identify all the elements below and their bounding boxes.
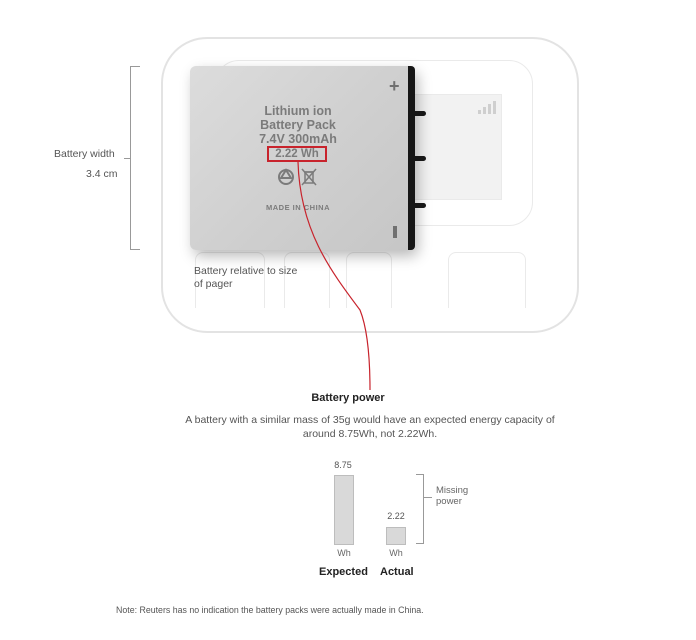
missing-power-label: Missing power (436, 485, 469, 507)
plus-icon: + (389, 76, 400, 96)
bar-unit-label: Wh (337, 548, 351, 558)
bar-unit-label: Wh (389, 548, 403, 558)
pager-caption: Battery relative to size of pager (194, 265, 298, 290)
footnote: Note: Reuters has no indication the battery packs were actually made in China. (116, 605, 424, 615)
battery-label-line1: Lithium ion (264, 104, 332, 118)
category-label: Actual (380, 566, 414, 578)
bar-actual (386, 527, 406, 545)
battery-width-bracket (130, 66, 140, 250)
battery-label-line3: 7.4V 300mAh (259, 132, 337, 146)
bar-expected (334, 475, 354, 545)
signal-icon (478, 100, 496, 114)
battery-pin (408, 203, 426, 208)
minus-icon (393, 226, 397, 238)
section-description: A battery with a similar mass of 35g would have an expected energy capacity of around 8.75Wh, not 2.22Wh. (185, 414, 555, 440)
bar-value-label: 2.22 (387, 511, 405, 521)
section-title: Battery power (311, 392, 385, 404)
bar-value-label: 8.75 (334, 460, 352, 470)
battery-pin (408, 111, 426, 116)
battery-energy-highlight: 2.22 Wh (267, 146, 327, 162)
missing-power-tick (424, 497, 432, 498)
made-in-label: MADE IN CHINA (266, 203, 330, 212)
battery-width-tick (124, 158, 130, 159)
category-label: Expected (319, 566, 368, 578)
battery-label-line2: Battery Pack (260, 118, 336, 132)
callout-line (290, 160, 380, 392)
missing-power-bracket (416, 474, 424, 544)
pager-key (448, 252, 526, 308)
battery-width-label: Battery width (54, 148, 115, 160)
battery-pin (408, 156, 426, 161)
battery-width-value: 3.4 cm (86, 168, 118, 180)
